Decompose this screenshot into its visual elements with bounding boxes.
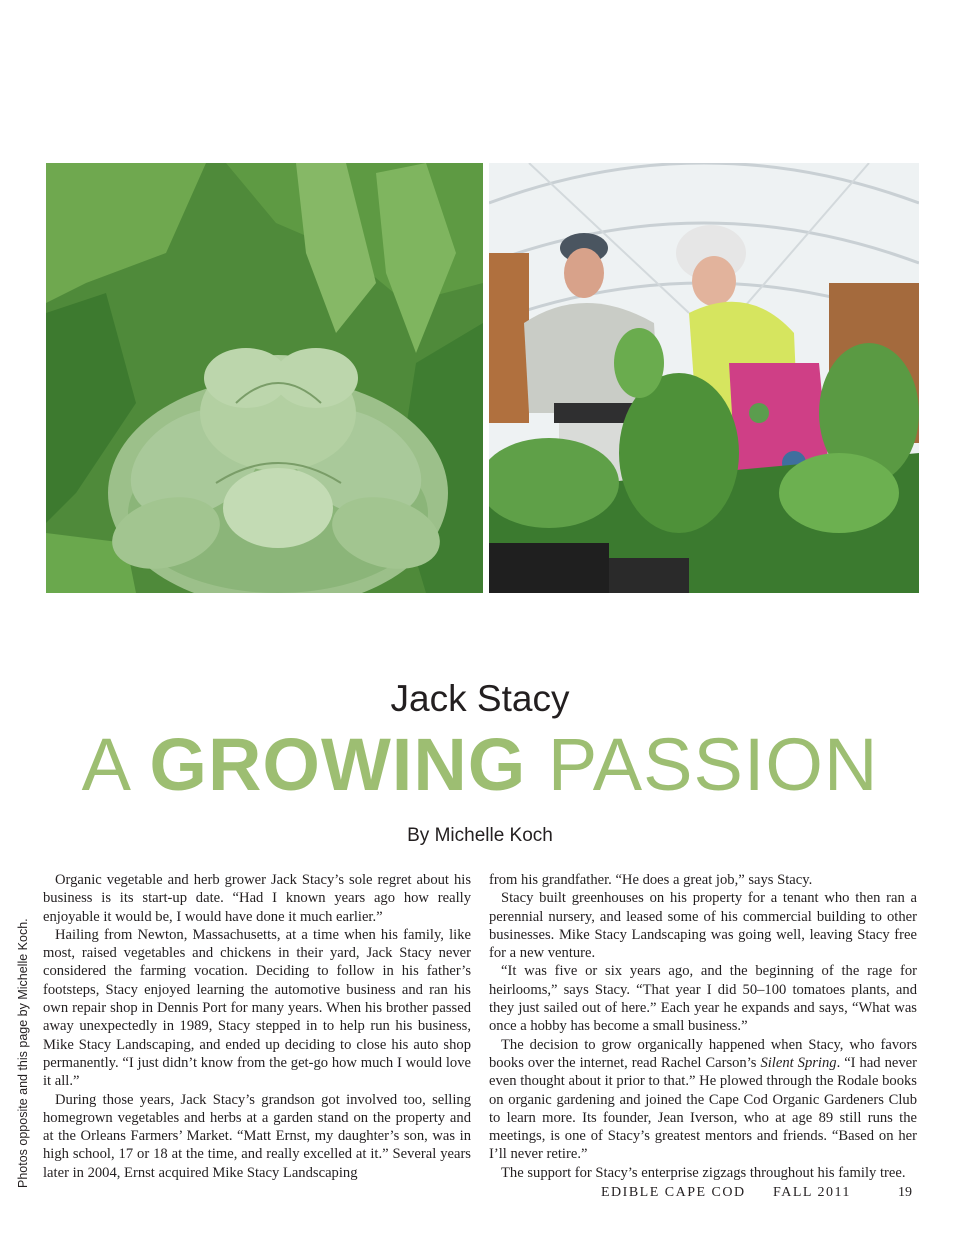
body-column-right (489, 871, 917, 1183)
paragraph: “It was five or six years ago, and the beginning of the rage for heirlooms,” says Stacy. “That year I did 50–100 tomatoes plants, and they just sailed out of here.” Each year he expands and says, “What was once a hobby has become a small business.” (489, 963, 917, 1035)
byline: By Michelle Koch (407, 825, 553, 846)
artichoke-photo (46, 163, 483, 593)
book-title: Silent Spring (760, 1054, 837, 1071)
paragraph: The support for Stacy’s enterprise zigzags throughout his family tree. (501, 1164, 906, 1181)
paragraph (489, 1036, 917, 1164)
paragraph-text: . “I had never even thought about it prior to that.” He plowed through the Rodale books on organic gardening and joined the Cape Cod Organic Gardeners Club to learn more. Its founder, Jean Iverson, who at age 89 still runs the meetings, is one of Stacy’s greatest mentors and friends. “Based on her I’ll never retire.” (489, 1054, 917, 1163)
headline-part-a: A (81, 723, 150, 806)
headline-part-passion: PASSION (526, 723, 879, 806)
paragraph: Organic vegetable and herb grower Jack Stacy’s sole regret about his business is its start-up date. “Had I known years ago how really enjoyable it would be, I would have done it much earlier.” (43, 872, 471, 925)
paragraph: During those years, Jack Stacy’s grandson got involved too, selling homegrown vegetables and herbs at a garden stand on the property and at the Orleans Farmers’ Market. “Matt Ernst, my daughter’s son, was in high school, 17 or 18 at the time, and really excelled at it.” Several years later in 2004, Ernst acquired Mike Stacy Landscaping (43, 1091, 471, 1181)
footer-magazine-name: EDIBLE CAPE COD (601, 1185, 746, 1200)
paragraph: Hailing from Newton, Massachusetts, at a time when his family, like most, raised vegetables and chickens in their yard, Jack Stacy never considered the farming vocation. Deciding to follow in his father’s footsteps, Stacy enjoyed learning the automotive business and ran his own repair shop in Dennis Port for many years. When his brother passed away unexpectedly in 1989, Stacy stepped in to help run his business, Mike Stacy Landscaping, and ended up deciding to close his auto shop permanently. “I just didn’t know from the get-go how much I would love it all.” (43, 926, 471, 1090)
article-headline (0, 723, 960, 807)
headline-part-growing: GROWING (149, 723, 527, 806)
page-number: 19 (898, 1185, 912, 1200)
greenhouse-photo (489, 163, 919, 593)
footer-issue: FALL 2011 (773, 1185, 851, 1200)
paragraph: Stacy built greenhouses on his property for a tenant who then ran a perennial nursery, and leased some of his commercial building to other businesses. Mike Stacy Landscaping was going well, leaving Stacy free for a new venture. (489, 890, 917, 962)
paragraph-continued: from his grandfather. “He does a great job,” says Stacy. (489, 872, 813, 888)
body-column-left (43, 871, 471, 1183)
article-kicker: Jack Stacy (390, 678, 570, 719)
paragraph-text: The decision to grow organically happened when Stacy, who favors books over the internet, read Rachel Carson’s (489, 1036, 917, 1071)
photo-credit: Photos opposite and this page by Michelle Koch. (16, 918, 30, 1188)
